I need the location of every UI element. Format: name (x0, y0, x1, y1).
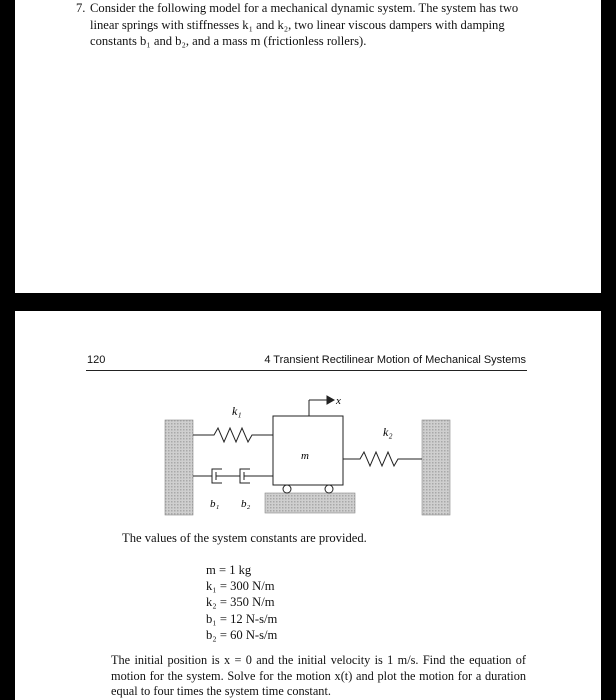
problem-text: Consider the following model for a mechanical dynamic system. The system has two linear springs with stiffnesses k₁ and k₂, two linear viscous dampers with damping constants b₁ and b₂, and a mass m (frictionless rollers). (90, 1, 519, 48)
label-b2: b₂ (241, 498, 251, 510)
right-wheel (325, 485, 333, 493)
constant-k1: k₁ = 300 N/m (206, 579, 275, 594)
page-number: 120 (87, 354, 106, 366)
label-b1: b₁ (210, 498, 220, 510)
label-x: x (336, 395, 341, 407)
constants-intro: The values of the system constants are provided. (122, 531, 367, 545)
right-wall (422, 420, 450, 515)
chapter-title: 4 Transient Rectilinear Motion of Mechanical Systems (264, 354, 526, 366)
displacement-arrow (309, 396, 334, 416)
constant-b1: b₁ = 12 N-s/m (206, 611, 278, 626)
constant-k2: k₂ = 350 N/m (206, 595, 275, 610)
problem-instructions: The initial position is x = 0 and the initial velocity is 1 m/s. Find the equation of motion for the system. Solve for the motion x(t) and plot the motion for a duration equal to four times the system time constant. (111, 653, 526, 698)
constant-m: m = 1 kg (206, 563, 252, 577)
ground (265, 493, 355, 513)
spring-k2 (343, 452, 422, 466)
constant-b2: b₂ = 60 N-s/m (206, 627, 278, 642)
label-k1: k₁ (232, 404, 242, 418)
spring-k1 (193, 428, 273, 442)
left-wheel (283, 485, 291, 493)
left-wall (165, 420, 193, 515)
constants-list (206, 562, 277, 643)
problem-number: 7. (76, 1, 86, 15)
label-m: m (301, 450, 309, 462)
label-k2: k₂ (383, 425, 393, 439)
dampers-b1-b2 (193, 469, 273, 483)
